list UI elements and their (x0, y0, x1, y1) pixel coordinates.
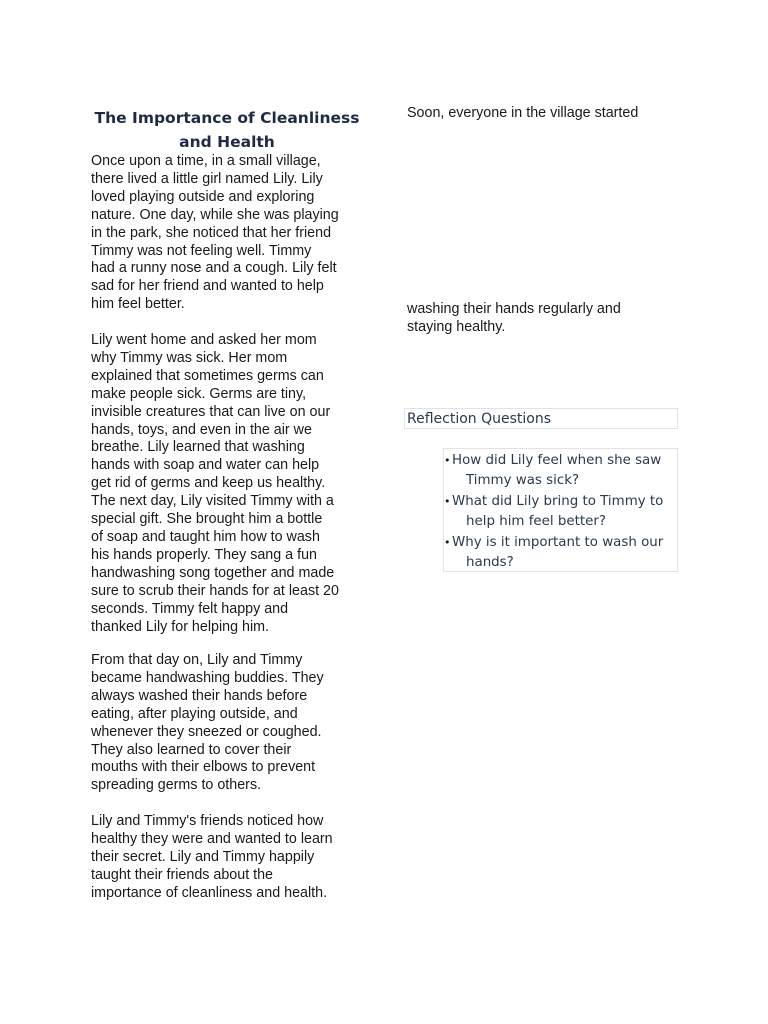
text-line: breathe. Lily learned that washing (91, 439, 305, 456)
bullet-icon: • (444, 454, 451, 467)
text-line: staying healthy. (407, 318, 506, 335)
story-title-line: and Health (179, 133, 275, 151)
text-line: sad for her friend and wanted to help (91, 278, 324, 295)
text-line: Soon, everyone in the village started (407, 105, 639, 121)
bullet-icon: • (444, 535, 451, 549)
text-line: get rid of germs and keep us healthy. (91, 475, 326, 492)
text-line: became handwashing buddies. They (91, 669, 324, 686)
text-line: They also learned to cover their (91, 741, 292, 758)
text-line: handwashing song together and made (91, 564, 335, 581)
story-paragraph (91, 652, 363, 795)
text-line: loved playing outside and exploring (91, 188, 315, 205)
text-line: had a runny nose and a cough. Lily felt (91, 260, 337, 277)
reflection-question-list (443, 448, 678, 572)
text-line: thanked Lily for helping him. (91, 618, 270, 635)
text-line: washing their hands regularly and (407, 301, 621, 317)
question-line: Timmy was sick? (466, 473, 580, 489)
list-item (444, 451, 677, 492)
text-line: always washed their hands before (91, 687, 308, 704)
text-line: Lily went home and asked her mom (91, 332, 317, 348)
question-line: help him feel better? (466, 514, 606, 530)
text-line: him feel better. (91, 296, 185, 313)
text-line: make people sick. Germs are tiny, (91, 385, 307, 402)
right-column-text (407, 105, 687, 123)
question-line: Why is it important to wash our (452, 534, 664, 550)
text-line: hands with soap and water can help (91, 457, 320, 474)
question-line: What did Lily bring to Timmy to (452, 493, 664, 509)
text-line: sure to scrub their hands for at least 20 (91, 582, 339, 599)
text-line: invisible creatures that can live on our (91, 403, 331, 420)
text-line: The next day, Lily visited Timmy with a (91, 493, 334, 510)
story-title (92, 106, 362, 154)
text-line: seconds. Timmy felt happy and (91, 600, 289, 617)
text-line: Timmy was not feeling well. Timmy (91, 242, 312, 259)
text-line: mouths with their elbows to prevent (91, 759, 316, 776)
text-line: taught their friends about the (91, 866, 274, 883)
text-line: Lily and Timmy's friends noticed how (91, 813, 324, 829)
text-line: special gift. She brought him a bottle (91, 511, 323, 528)
text-line: in the park, she noticed that her friend (91, 224, 332, 241)
list-item (444, 533, 677, 574)
story-paragraph (91, 332, 363, 636)
story-title-line: The Importance of Cleanliness (94, 109, 360, 127)
text-line: hands, toys, and even in the air we (91, 421, 312, 438)
text-line: importance of cleanliness and health. (91, 884, 328, 901)
text-line: spreading germs to others. (91, 777, 262, 794)
text-line: Once upon a time, in a small village, (91, 153, 321, 169)
text-line: of soap and taught him how to wash (91, 528, 320, 545)
question-line: How did Lily feel when she saw (452, 453, 662, 468)
text-line: why Timmy was sick. Her mom (91, 349, 288, 366)
list-item (444, 492, 677, 533)
story-paragraph (91, 153, 363, 314)
text-line: their secret. Lily and Timmy happily (91, 848, 315, 865)
text-line: his hands properly. They sang a fun (91, 546, 317, 563)
text-line: there lived a little girl named Lily. Lily (91, 170, 323, 187)
text-line: explained that sometimes germs can (91, 367, 324, 384)
text-line: whenever they sneezed or coughed. (91, 723, 322, 740)
text-line: nature. One day, while she was playing (91, 206, 339, 223)
question-line: hands? (466, 555, 514, 571)
text-line: eating, after playing outside, and (91, 705, 298, 722)
reflection-heading: Reflection Questions (404, 408, 678, 429)
right-column-continuation (407, 301, 687, 337)
story-paragraph (91, 813, 363, 903)
text-line: From that day on, Lily and Timmy (91, 652, 303, 668)
text-line: healthy they were and wanted to learn (91, 830, 333, 847)
bullet-icon: • (444, 494, 451, 508)
